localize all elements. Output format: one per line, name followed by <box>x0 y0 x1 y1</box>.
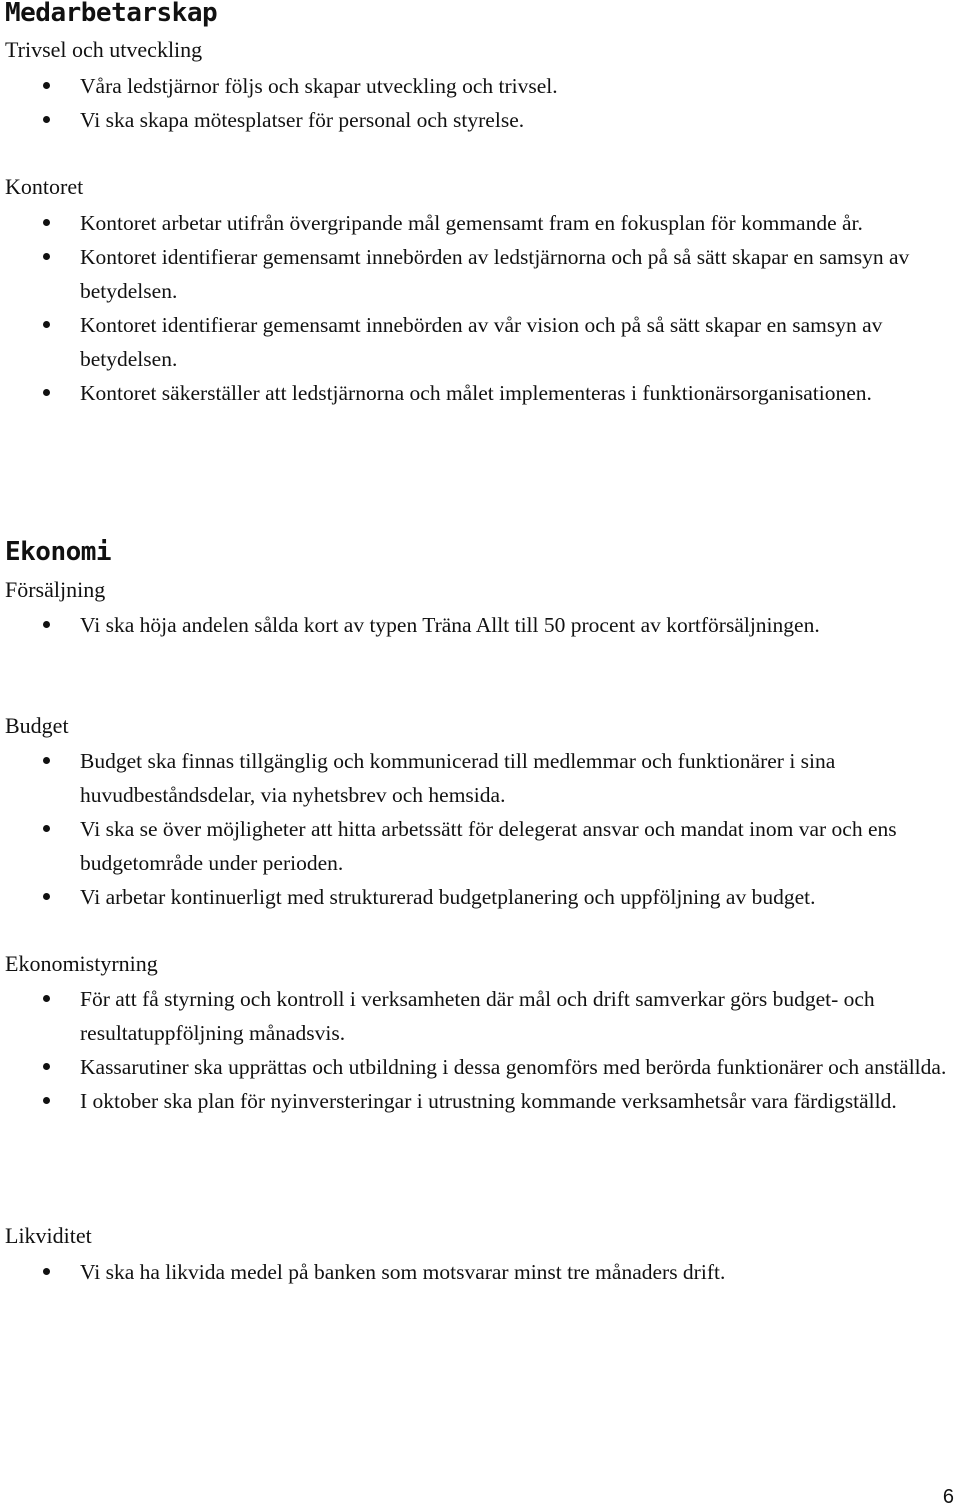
list-item: För att få styrning och kontroll i verksamheten där mål och drift samverkar görs budget- och resultatuppföljning månadsvis. <box>0 982 960 1050</box>
bullet-icon <box>43 253 50 260</box>
bullet-icon <box>43 219 50 226</box>
bullet-icon <box>43 1268 50 1275</box>
subsection-heading-trivsel: Trivsel och utveckling <box>5 37 203 62</box>
list-item: Vi arbetar kontinuerligt med strukturerad budgetplanering och uppföljning av budget. <box>0 880 960 914</box>
list-item: I oktober ska plan för nyinversteringar i utrustning kommande verksamhetsår vara färdigställd. <box>0 1084 960 1118</box>
subsection-heading-forsaljning: Försäljning <box>5 577 106 602</box>
bullet-icon <box>43 757 50 764</box>
list-item: Vi ska höja andelen sålda kort av typen Träna Allt till 50 procent av kortförsäljningen. <box>0 608 960 642</box>
page-number: 6 <box>942 1486 954 1508</box>
subsection-heading-likviditet: Likviditet <box>5 1223 92 1248</box>
bullet-icon <box>43 82 50 89</box>
list-item: Kassarutiner ska upprättas och utbildning i dessa genomförs med berörda funktionärer och anställda. <box>0 1050 960 1084</box>
subsection-heading-budget: Budget <box>5 713 69 738</box>
bullet-icon <box>43 621 50 628</box>
list-item: Kontoret identifierar gemensamt innebörden av ledstjärnorna och på så sätt skapar en samsyn av betydelsen. <box>0 240 960 308</box>
list-item: Vi ska ha likvida medel på banken som motsvarar minst tre månaders drift. <box>0 1255 960 1289</box>
bullet-icon <box>43 389 50 396</box>
bullet-list-kontoret <box>0 206 960 410</box>
bullet-icon <box>43 1097 50 1104</box>
list-item: Vi ska skapa mötesplatser för personal och styrelse. <box>0 103 960 137</box>
section-title-medarbetarskap: Medarbetarskap <box>5 0 218 28</box>
bullet-icon <box>43 995 50 1002</box>
bullet-icon <box>43 893 50 900</box>
list-item: Vi ska se över möjligheter att hitta arbetssätt för delegerat ansvar och mandat inom var och ens budgetområde under perioden. <box>0 812 960 880</box>
bullet-list-budget <box>0 744 960 914</box>
list-item: Kontoret arbetar utifrån övergripande mål gemensamt fram en fokusplan för kommande år. <box>0 206 960 240</box>
bullet-list-ekonomistyrning <box>0 982 960 1118</box>
list-item: Kontoret identifierar gemensamt innebörden av vår vision och på så sätt skapar en samsyn av betydelsen. <box>0 308 960 376</box>
bullet-icon <box>43 321 50 328</box>
bullet-list-forsaljning <box>0 608 960 642</box>
bullet-list-likviditet <box>0 1255 960 1289</box>
list-item: Våra ledstjärnor följs och skapar utveckling och trivsel. <box>0 69 960 103</box>
bullet-icon <box>43 825 50 832</box>
bullet-list-trivsel <box>0 69 960 137</box>
bullet-icon <box>43 1063 50 1070</box>
subsection-heading-ekonomistyrning: Ekonomistyrning <box>5 951 158 976</box>
list-item: Kontoret säkerställer att ledstjärnorna och målet implementeras i funktionärsorganisationen. <box>0 376 960 410</box>
section-title-ekonomi: Ekonomi <box>5 537 112 567</box>
subsection-heading-kontoret: Kontoret <box>5 174 84 199</box>
list-item: Budget ska finnas tillgänglig och kommunicerad till medlemmar och funktionärer i sina huvudbeståndsdelar, via nyhetsbrev och hemsida. <box>0 744 960 812</box>
bullet-icon <box>43 116 50 123</box>
